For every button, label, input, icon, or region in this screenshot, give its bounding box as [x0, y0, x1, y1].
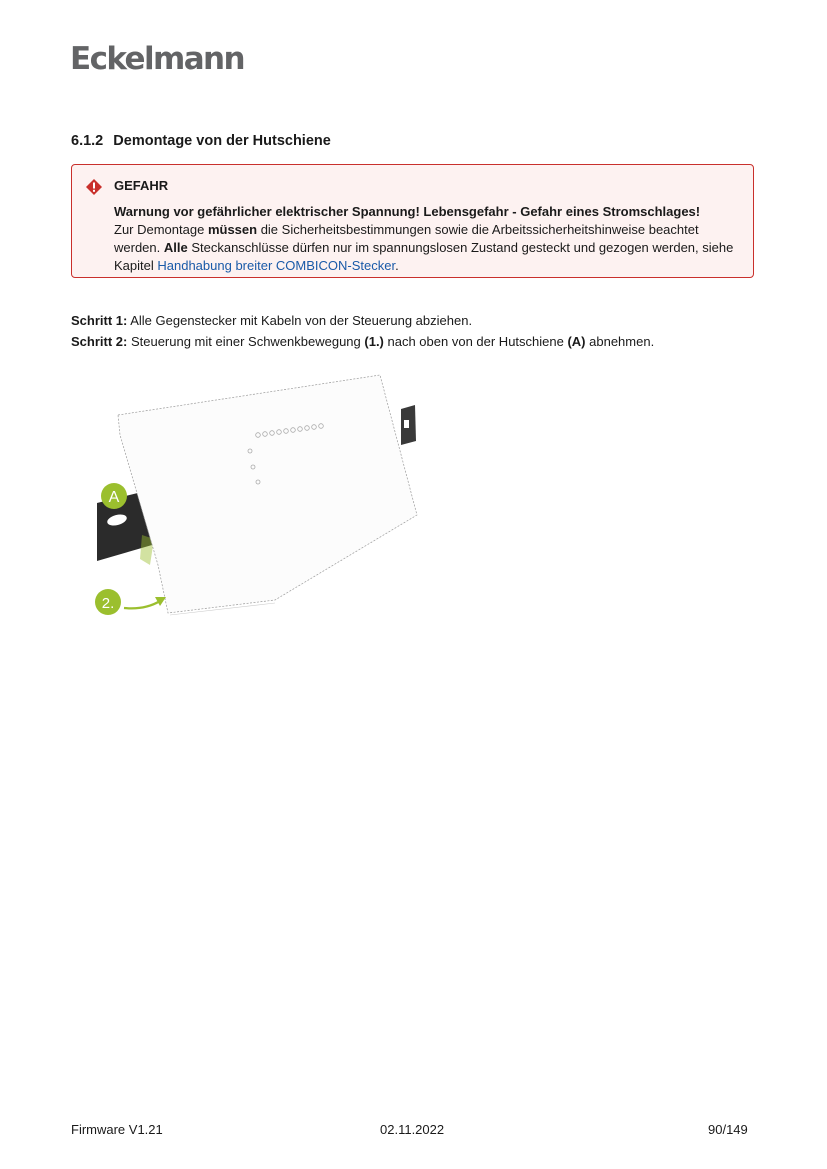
danger-text-2: die Sicherheitsbestimmungen sowie die Arbeitssicherheitshinweise beachtet werden.: [114, 222, 699, 255]
step-2-text-d: abnehmen.: [585, 334, 655, 349]
step-2: [71, 334, 654, 349]
footer-date: 02.11.2022: [380, 1122, 445, 1137]
danger-text-2-bold: Alle: [163, 240, 188, 255]
danger-warning-icon: [85, 178, 103, 196]
combicon-chapter-link[interactable]: Handhabung breiter COMBICON-Stecker: [157, 258, 396, 273]
section-title-text: Demontage von der Hutschiene: [113, 133, 331, 149]
callout-2: [95, 589, 121, 615]
step-1: [71, 313, 472, 328]
section-heading: [71, 133, 331, 149]
step-2-label: Schritt 2:: [71, 334, 128, 349]
section-number: 6.1.2: [71, 133, 104, 149]
dismount-illustration: [90, 365, 430, 627]
company-logo: Eckelmann: [70, 41, 244, 77]
step-2-text-a: Steuerung mit einer Schwenkbewegung: [127, 334, 365, 349]
footer-firmware: Firmware V1.21: [71, 1122, 163, 1137]
step-2-ref-1: (1.): [364, 334, 384, 349]
danger-lead: Warnung vor gefährlicher elektrischer Spannung! Lebensgefahr - Gefahr eines Stromschlages!: [114, 204, 701, 219]
danger-text-4: .: [395, 258, 399, 273]
step-2-text-c: nach oben von der Hutschiene: [383, 334, 568, 349]
footer-page-number: 90/149: [708, 1122, 748, 1137]
danger-heading: GEFAHR: [114, 178, 169, 193]
swing-arrow: [124, 601, 160, 608]
danger-notice: [71, 164, 754, 278]
danger-text-3: Steckanschlüsse dürfen nur im spannungslosen Zustand gesteckt und gezogen werden, siehe Kapitel: [114, 240, 734, 273]
danger-body: [114, 203, 744, 275]
svg-text:A: A: [108, 489, 120, 506]
danger-text-1: Zur Demontage: [114, 222, 208, 237]
danger-text-1-bold: müssen: [207, 222, 258, 237]
step-1-text: Alle Gegenstecker mit Kabeln von der Steuerung abziehen.: [127, 313, 473, 328]
controller-housing: [118, 375, 417, 613]
svg-text:2.: 2.: [101, 595, 115, 612]
step-2-ref-a: (A): [567, 334, 586, 349]
step-1-label: Schritt 1:: [71, 313, 128, 328]
callout-a: [101, 483, 127, 509]
